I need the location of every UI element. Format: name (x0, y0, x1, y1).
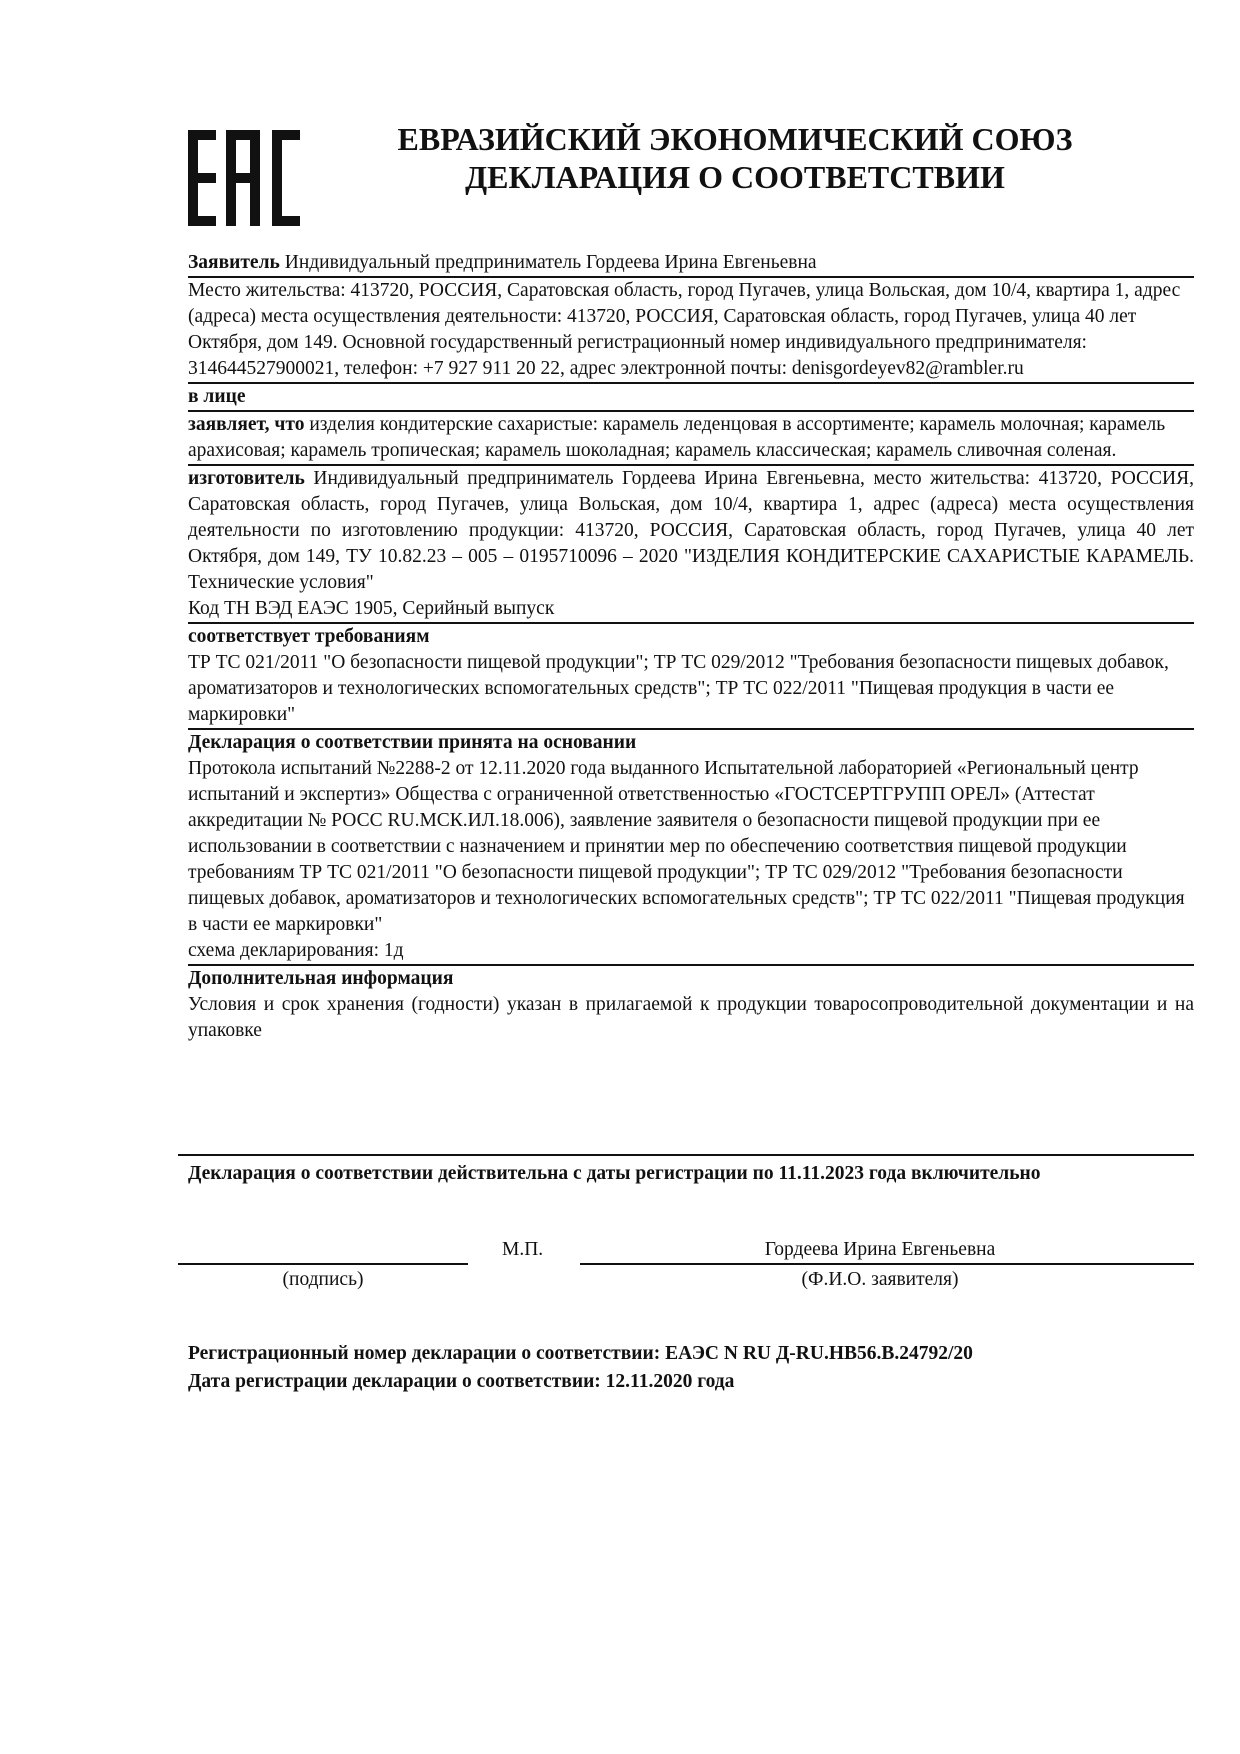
title-line-1: ЕВРАЗИЙСКИЙ ЭКОНОМИЧЕСКИЙ СОЮЗ (397, 121, 1073, 157)
registration-number: Регистрационный номер декларации о соответствии: ЕАЭС N RU Д-RU.НВ56.В.24792/20 (188, 1343, 973, 1364)
validity-statement: Декларация о соответствии действительна с даты регистрации по 11.11.2023 года включительно (188, 1163, 1041, 1184)
stamp-label: М.П. (502, 1239, 544, 1260)
name-line (580, 1263, 1194, 1265)
name-caption: (Ф.И.О. заявителя) (801, 1269, 959, 1290)
signature-line (178, 1263, 468, 1265)
declaration-body (188, 250, 1194, 1044)
basis-label: Декларация о соответствии принята на основании (188, 732, 637, 753)
applicant-line (188, 250, 1194, 278)
requirements-section (188, 624, 1194, 730)
declares-section (188, 412, 1194, 466)
eac-logo (188, 130, 300, 226)
applicant-label: Заявитель (188, 252, 280, 273)
manufacturer-value: Индивидуальный предприниматель Гордеева Ирина Евгеньевна, место жительства: 413720, РОССИЯ, Саратовская область, город Пугачев, улица Вольская, дом 10/4, квартира 1, адрес (адреса) места осуществления деятельности по изготовлению продукции: 413720, РОССИЯ, Саратовская область, город Пугачев, улица 40 лет Октября, дом 149, ТУ 10.82.23 – 005 – 0195710096 – 2020 "ИЗДЕЛИЯ КОНДИТЕРСКИЕ САХАРИСТЫЕ КАРАМЕЛЬ. Технические условия" (188, 468, 1195, 593)
manufacturer-label: изготовитель (188, 468, 305, 489)
represented-by-label: в лице (188, 384, 1194, 412)
registration-date: Дата регистрации декларации о соответствии: 12.11.2020 года (188, 1371, 735, 1392)
registration-block (188, 1340, 973, 1396)
divider (178, 1154, 1194, 1156)
basis-section (188, 730, 1194, 966)
title-line-2: ДЕКЛАРАЦИЯ О СООТВЕТСТВИИ (465, 159, 1005, 195)
applicant-address: Место жительства: 413720, РОССИЯ, Саратовская область, город Пугачев, улица Вольская, дом 10/4, квартира 1, адрес (адреса) места осуществления деятельности: 413720, РОССИЯ, Саратовская область, город Пугачев, улица 40 лет Октября, дом 149. Основной государственный регистрационный номер индивидуального предпринимателя: 314644527900021, телефон: +7 927 911 20 22, адрес электронной почты: denisgordeyev82@rambler.ru (188, 278, 1194, 384)
additional-section (188, 966, 1194, 1044)
applicant-name: Гордеева Ирина Евгеньевна (764, 1239, 996, 1260)
additional-value: Условия и срок хранения (годности) указан в прилагаемой к продукции товаросопроводительной документации и на упаковке (188, 994, 1194, 1041)
basis-value: Протокола испытаний №2288-2 от 12.11.2020 года выданного Испытательной лабораторией «Региональный центр испытаний и экспертиз» Общества с ограниченной ответственностью «ГОСТСЕРТГРУПП ОРЕЛ» (Аттестат аккредитации № РОСС RU.МСК.ИЛ.18.006), заявление заявителя о безопасности пищевой продукции при ее использовании в соответствии с назначением и принятии мер по обеспечению соответствия пищевой продукции требованиям ТР ТС 021/2011 "О безопасности пищевой продукции"; ТР ТС 029/2012 "Требования безопасности пищевых добавок, ароматизаторов и технологических вспомогательных средств"; ТР ТС 022/2011 "Пищевая продукция в части ее маркировки" (188, 758, 1185, 935)
declares-label: заявляет, что (188, 414, 305, 435)
signature-caption: (подпись) (282, 1269, 364, 1290)
document-title (330, 120, 1140, 196)
requirements-label: соответствует требованиям (188, 626, 430, 647)
basis-scheme: схема декларирования: 1д (188, 940, 404, 961)
manufacturer-code: Код ТН ВЭД ЕАЭС 1905, Серийный выпуск (188, 598, 555, 619)
declares-value: изделия кондитерские сахаристые: карамель леденцовая в ассортименте; карамель молочная; карамель арахисовая; карамель тропическая; карамель шоколадная; карамель классическая; карамель сливочная соленая. (188, 414, 1166, 461)
additional-label: Дополнительная информация (188, 968, 454, 989)
requirements-value: ТР ТС 021/2011 "О безопасности пищевой продукции"; ТР ТС 029/2012 "Требования безопасности пищевых добавок, ароматизаторов и технологических вспомогательных средств"; ТР ТС 022/2011 "Пищевая продукция в части ее маркировки" (188, 652, 1169, 725)
applicant-value: Индивидуальный предприниматель Гордеева Ирина Евгеньевна (284, 252, 817, 273)
manufacturer-text (188, 466, 1194, 596)
manufacturer-section (188, 466, 1194, 624)
